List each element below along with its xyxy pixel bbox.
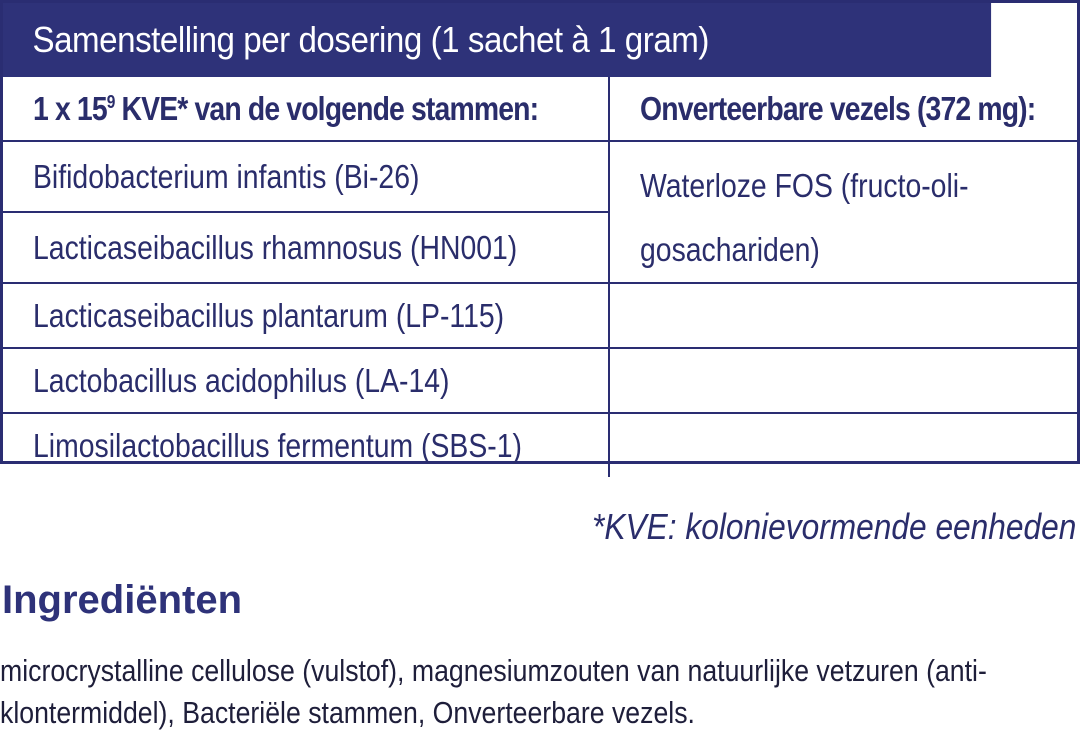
empty-cell bbox=[609, 348, 1077, 413]
table-row bbox=[3, 348, 1077, 413]
fibers-header bbox=[609, 77, 1077, 141]
table-row bbox=[3, 141, 1077, 212]
fiber-cell bbox=[609, 141, 1077, 283]
strain-cell bbox=[3, 348, 609, 413]
strain-name: Lacticaseibacillus plantarum (LP-115) bbox=[33, 296, 505, 334]
strain-name: Lacticaseibacillus rhamnosus (HN001) bbox=[33, 228, 518, 266]
strains-header-prefix: 1 x 15 bbox=[33, 89, 107, 127]
kve-footnote: *KVE: kolonievormende eenheden bbox=[591, 506, 1076, 547]
strains-header bbox=[3, 77, 609, 141]
empty-cell bbox=[609, 283, 1077, 348]
strain-cell bbox=[3, 212, 609, 283]
fibers-header-label: Onverteerbare vezels (372 mg): bbox=[640, 89, 1036, 127]
ingredients-heading: Ingrediënten bbox=[2, 578, 243, 622]
strain-cell bbox=[3, 283, 609, 348]
fiber-name: Waterloze FOS (fructo-oli-gosachariden) bbox=[640, 167, 969, 268]
ingredients-text: microcrystalline cellulose (vulstof), magnesiumzouten van natuurlijke vetzuren (anti-klontermiddel), Bacteriële stammen, Onverteerbare vezels. bbox=[0, 653, 987, 730]
strain-cell bbox=[3, 141, 609, 212]
strains-header-exponent: 9 bbox=[106, 91, 115, 112]
table-title: Samenstelling per dosering (1 sachet à 1 gram) bbox=[3, 3, 991, 77]
strain-name: Lactobacillus acidophilus (LA-14) bbox=[33, 361, 450, 399]
table-row bbox=[3, 283, 1077, 348]
empty-cell bbox=[609, 413, 1077, 477]
strain-name: Limosilactobacillus fermentum (SBS-1) bbox=[33, 426, 522, 464]
table-row bbox=[3, 413, 1077, 477]
strain-name: Bifidobacterium infantis (Bi-26) bbox=[33, 157, 420, 195]
strains-header-suffix: KVE* van de volgende stammen: bbox=[114, 89, 539, 127]
composition-grid bbox=[3, 77, 1077, 477]
table-header-row bbox=[3, 77, 1077, 141]
strain-cell bbox=[3, 413, 609, 477]
